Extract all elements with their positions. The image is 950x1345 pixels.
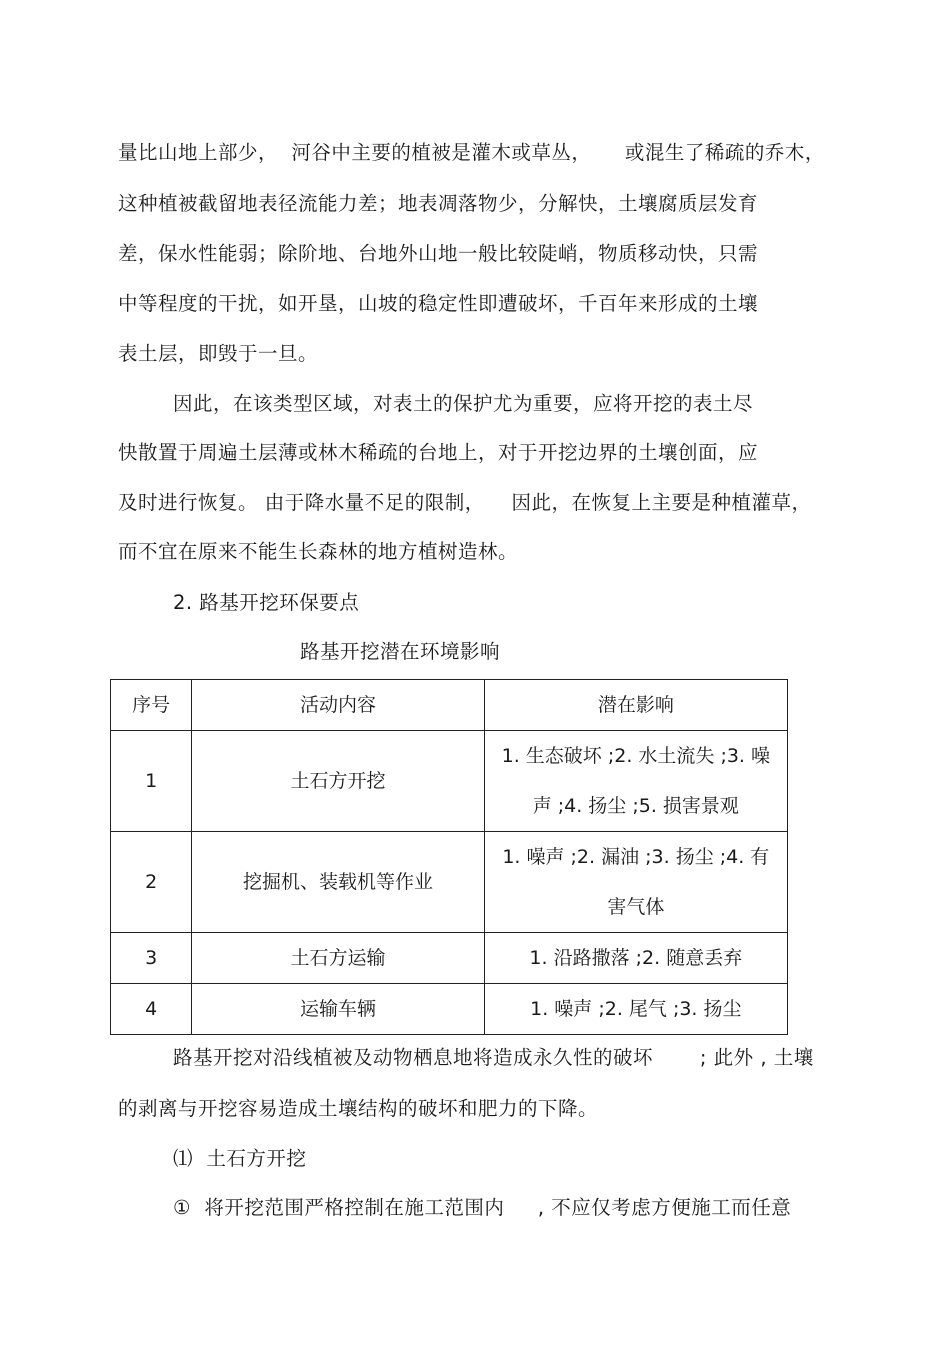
header-impact: 潜在影响 (484, 680, 787, 731)
subsection-heading: ⑴ 土石方开挖 (173, 1147, 307, 1170)
paragraph-line: 而不宜在原来不能生长森林的地方植树造林。 (118, 540, 519, 563)
table-row (111, 832, 788, 933)
paragraph-line: 表土层，即毁于一旦。 (118, 342, 319, 365)
cell-no: 3 (111, 933, 192, 984)
section-heading: 2. 路基开挖环保要点 (173, 591, 360, 614)
table-row (111, 731, 788, 832)
cell-impact: 1. 噪声 ;2. 漏油 ;3. 扬尘 ;4. 有害气体 (484, 832, 787, 933)
table-header-row (111, 680, 788, 731)
cell-no: 4 (111, 984, 192, 1035)
header-activity: 活动内容 (192, 680, 484, 731)
impact-table (110, 679, 788, 1035)
cell-activity: 运输车辆 (192, 984, 484, 1035)
paragraph-line: 因此，在该类型区域，对表土的保护尤为重要，应将开挖的表土尽 (173, 392, 754, 415)
table-row (111, 984, 788, 1035)
cell-activity: 土石方运输 (192, 933, 484, 984)
cell-no: 1 (111, 731, 192, 832)
cell-activity: 挖掘机、装载机等作业 (192, 832, 484, 933)
cell-impact: 1. 沿路撒落 ;2. 随意丢弃 (484, 933, 787, 984)
paragraph-line: 的剥离与开挖容易造成土壤结构的破坏和肥力的下降。 (118, 1097, 599, 1120)
table-row (111, 933, 788, 984)
paragraph-line: 差，保水性能弱；除阶地、台地外山地一般比较陡峭，物质移动快，只需 (118, 242, 759, 265)
paragraph-line: 及时进行恢复。 由于降水量不足的限制， 因此，在恢复上主要是种植灌草， (118, 491, 812, 514)
paragraph-line: 这种植被截留地表径流能力差；地表凋落物少，分解快，土壤腐质层发育 (118, 192, 759, 215)
cell-impact: 1. 噪声 ;2. 尾气 ;3. 扬尘 (484, 984, 787, 1035)
paragraph-line: 快散置于周遍土层薄或林木稀疏的台地上，对于开挖边界的土壤创面，应 (118, 441, 759, 464)
cell-no: 2 (111, 832, 192, 933)
paragraph-line: 量比山地上部少， 河谷中主要的植被是灌木或草丛， 或混生了稀疏的乔木， (118, 141, 825, 164)
paragraph-line: 中等程度的干扰，如开垦，山坡的稳定性即遭破坏，千百年来形成的土壤 (118, 292, 759, 315)
paragraph-line: 路基开挖对沿线植被及动物栖息地将造成永久性的破坏 ; 此外 , 土壤 (173, 1046, 814, 1069)
cell-activity: 土石方开挖 (192, 731, 484, 832)
header-no: 序号 (111, 680, 192, 731)
table-title: 路基开挖潜在环境影响 (300, 640, 501, 663)
cell-impact: 1. 生态破坏 ;2. 水土流失 ;3. 噪声 ;4. 扬尘 ;5. 损害景观 (484, 731, 787, 832)
paragraph-line: ① 将开挖范围严格控制在施工范围内 , 不应仅考虑方便施工而任意 (173, 1196, 792, 1219)
